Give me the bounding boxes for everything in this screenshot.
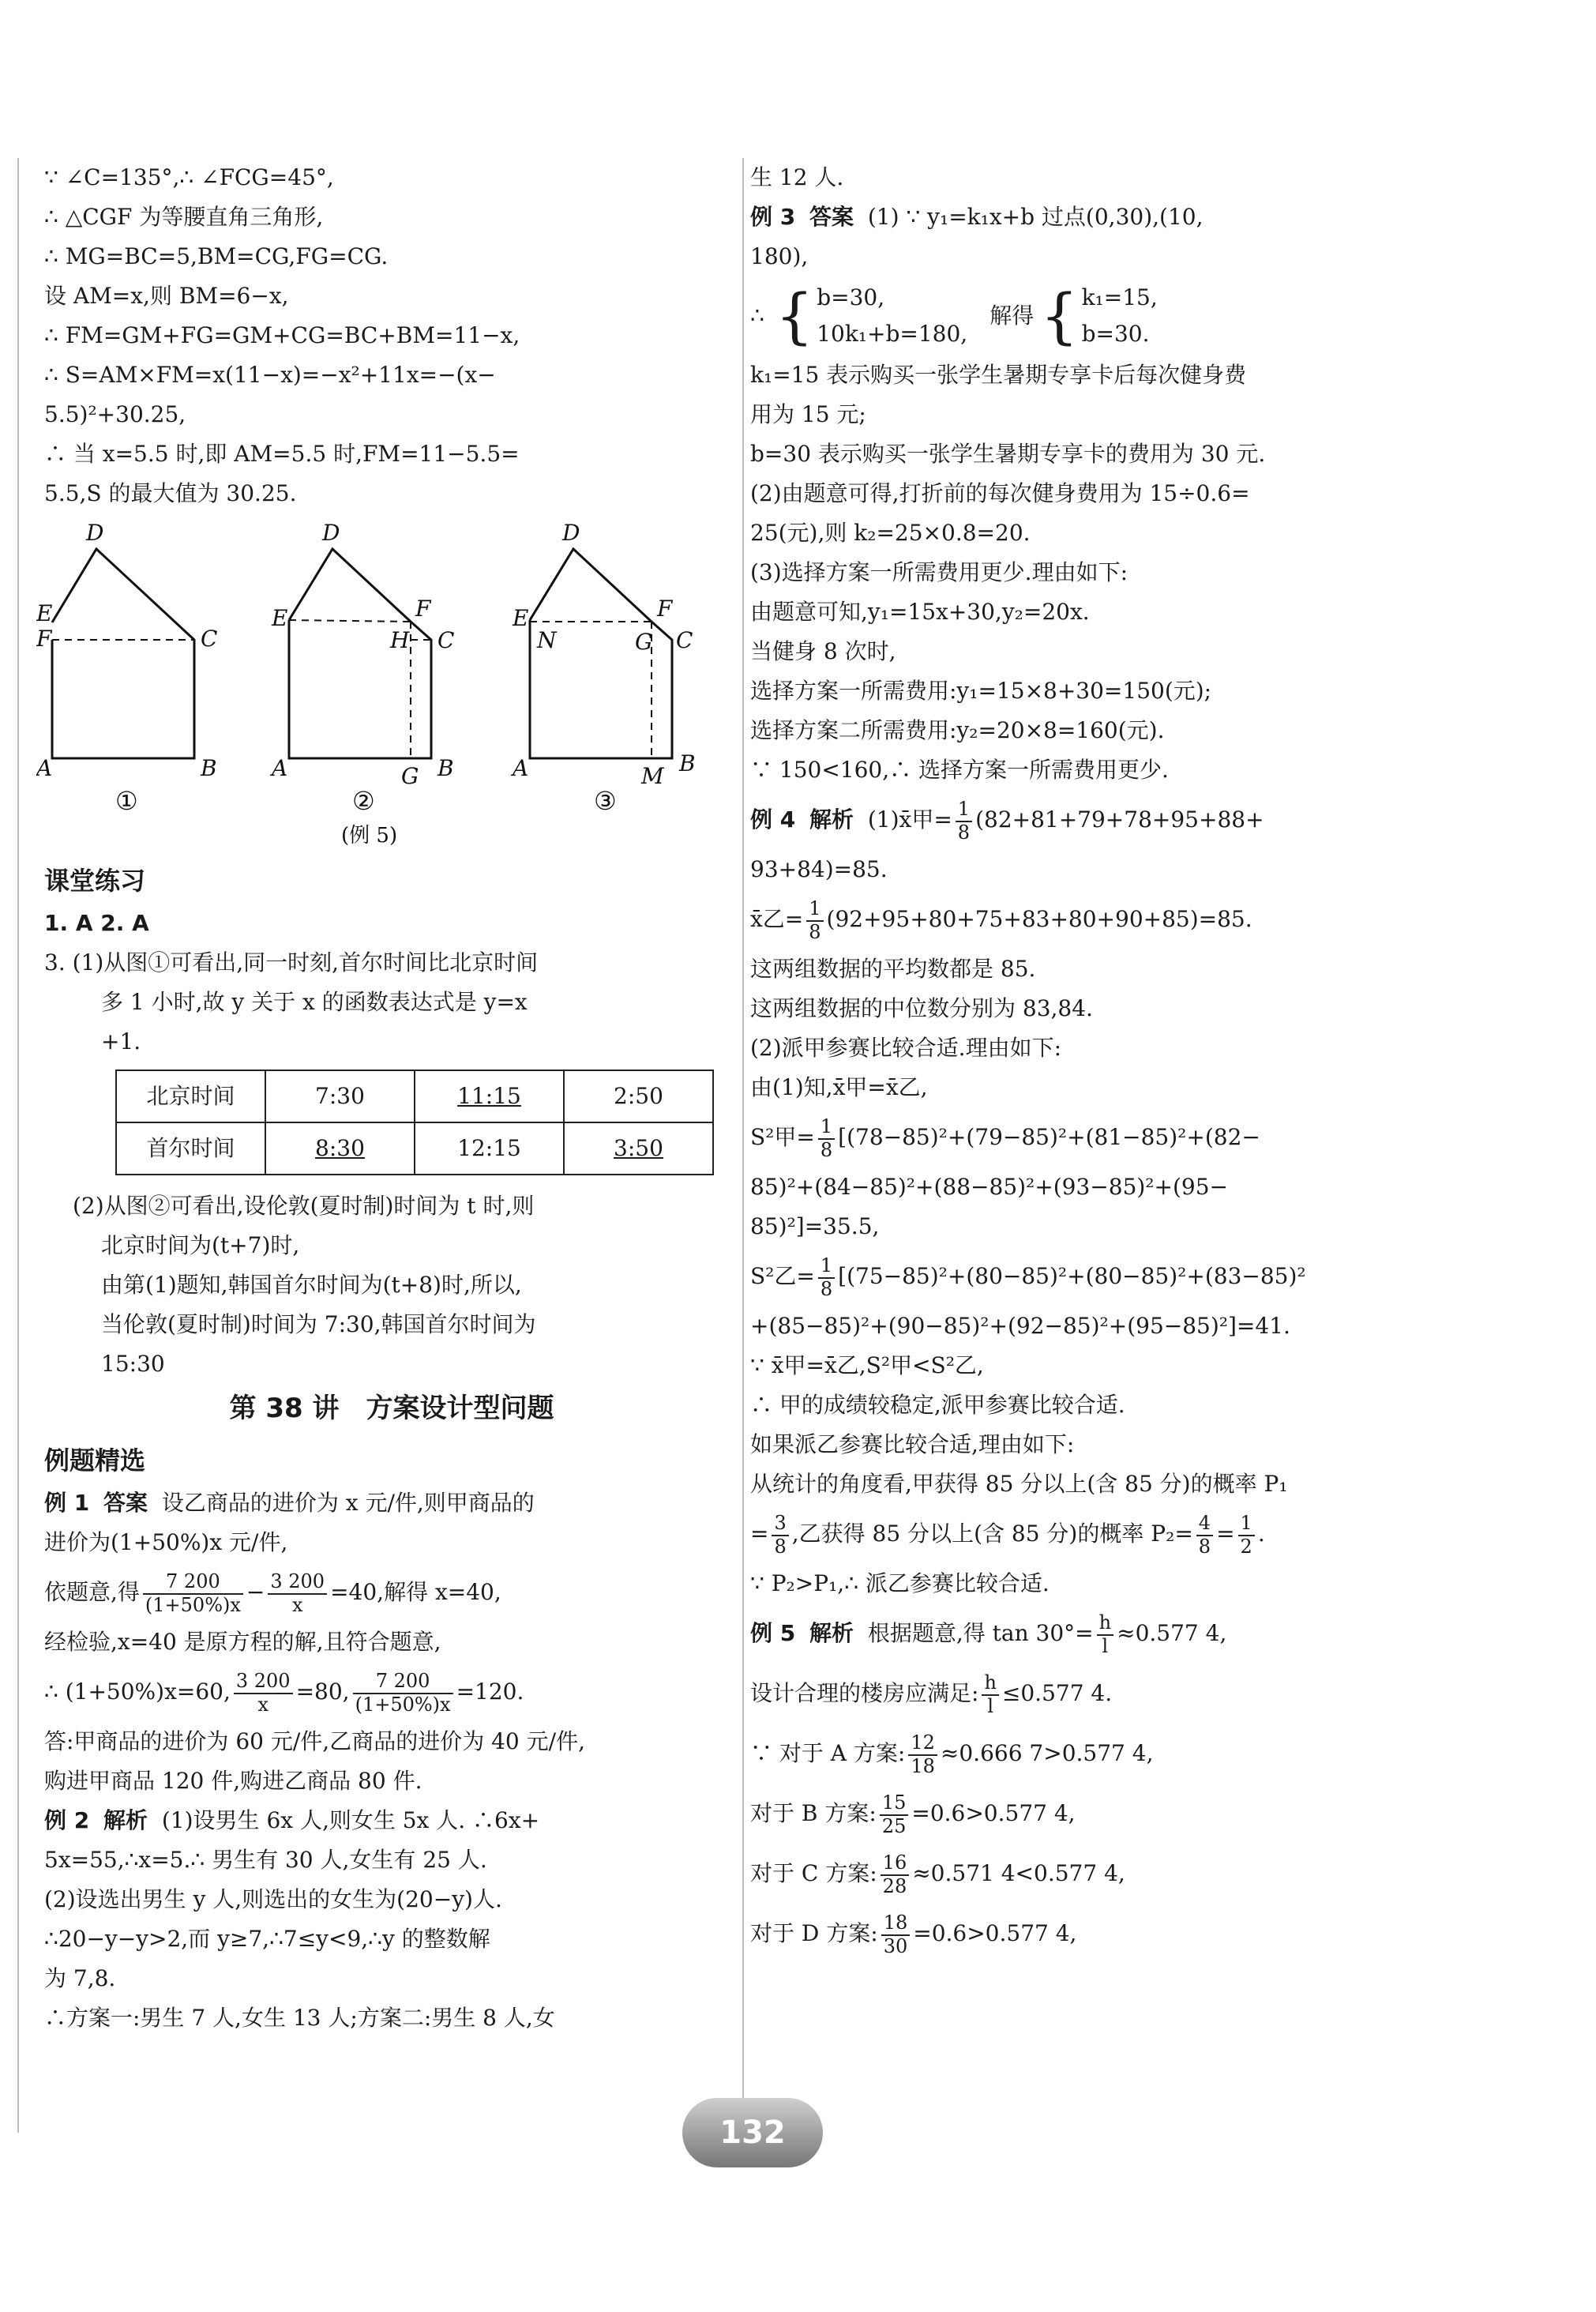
text-span: − — [246, 1579, 265, 1605]
text-line: 答:甲商品的进价为 60 元/件,乙商品的进价为 40 元/件, — [44, 1728, 585, 1754]
system-lines — [817, 280, 967, 352]
text-span: (82+81+79+78+95+88+ — [975, 806, 1264, 833]
table-cell: 11:15 — [415, 1070, 564, 1122]
fig2-label-A: A — [272, 755, 288, 781]
text-span: ≈0.666 7>0.577 4, — [940, 1740, 1154, 1766]
text-line: 设 AM=x,则 BM=6−x, — [44, 283, 289, 309]
denominator: (1+50%)x — [143, 1593, 243, 1617]
time-zone-table — [115, 1070, 714, 1175]
text-line: 当健身 8 次时, — [750, 638, 896, 664]
text-line: 选择方案一所需费用:y₁=15×8+30=150(元); — [750, 678, 1212, 704]
text-line: ∵ P₂>P₁,∴ 派乙参赛比较合适. — [750, 1570, 1050, 1596]
text-line: +1. — [101, 1028, 141, 1054]
fig1-label-E: E — [36, 600, 53, 626]
text-line: ∴ S=AM×FM=x(11−x)=−x²+11x=−(x− — [44, 362, 496, 388]
text-line: 这两组数据的平均数都是 85. — [750, 956, 1036, 982]
text-span: S²乙= — [750, 1263, 815, 1289]
example-tag: 答案 — [103, 1490, 148, 1516]
fraction — [353, 1671, 453, 1716]
fraction — [982, 1672, 998, 1717]
example-label: 例 4 — [750, 806, 796, 833]
fig3-label-F: F — [657, 596, 673, 622]
text-line: (1) ∵ y₁=k₁x+b 过点(0,30),(10, — [867, 204, 1204, 230]
text-span: [(75−85)²+(80−85)²+(80−85)²+(83−85)² — [838, 1263, 1306, 1289]
text-line: 25(元),则 k₂=25×0.8=20. — [750, 520, 1031, 546]
example-tag: 解析 — [809, 1620, 854, 1646]
lecture-title: 第 38 讲 方案设计型问题 — [229, 1393, 554, 1424]
text-line: 生 12 人. — [750, 164, 844, 190]
denominator: l — [982, 1694, 998, 1718]
numerator: 1 — [820, 1254, 833, 1276]
numerator: 15 — [881, 1791, 907, 1814]
numerator: 3 200 — [270, 1570, 325, 1592]
fig1-number: ① — [115, 786, 138, 816]
page-number: 132 — [682, 2098, 823, 2167]
text-span: ,乙获得 85 分以上(含 85 分)的概率 P₂= — [791, 1521, 1193, 1547]
text-line: k₁=15 表示购买一张学生暑期专享卡后每次健身费 — [750, 362, 1247, 388]
left-brace: { — [775, 280, 814, 351]
text-span: = — [750, 1521, 769, 1547]
fig2-label-G: G — [401, 763, 419, 789]
denominator: 8 — [772, 1535, 788, 1558]
denominator: 8 — [818, 1138, 835, 1162]
text-span: 10k₁+b=180, — [817, 321, 968, 347]
numerator: 3 200 — [235, 1669, 291, 1692]
fig3-number: ③ — [594, 786, 617, 816]
text-line: (2)派甲参赛比较合适.理由如下: — [750, 1035, 1061, 1061]
table-cell: 3:50 — [564, 1122, 713, 1175]
table-cell: 7:30 — [265, 1070, 415, 1122]
text-line: 5.5,S 的最大值为 30.25. — [44, 480, 297, 506]
text-line: 85)²]=35.5, — [750, 1213, 880, 1239]
fig2-label-F: F — [415, 596, 431, 622]
denominator: 8 — [1196, 1535, 1213, 1558]
denominator: 30 — [881, 1934, 911, 1958]
text-span: 依题意,得 — [44, 1579, 140, 1605]
fraction — [818, 1255, 835, 1300]
fraction — [881, 1912, 911, 1957]
column-divider — [742, 158, 744, 2133]
right-column — [750, 158, 1540, 1964]
text-line: 用为 15 元; — [750, 401, 866, 427]
fig2-label-H: H — [390, 627, 410, 653]
text-span: (92+95+80+75+83+80+90+85)=85. — [826, 906, 1252, 932]
text-line: 15:30 — [101, 1351, 165, 1377]
text-line: ∴方案一:男生 7 人,女生 13 人;方案二:男生 8 人,女 — [44, 2005, 555, 2031]
text-line: +(85−85)²+(90−85)²+(92−85)²+(95−85)²]=41. — [750, 1313, 1290, 1339]
left-column — [36, 158, 739, 2038]
text-line: (2)设选出男生 y 人,则选出的女生为(20−y)人. — [44, 1886, 502, 1912]
text-span: 设计合理的楼房应满足: — [750, 1680, 979, 1706]
numerator: 3 — [774, 1511, 787, 1534]
denominator: 18 — [908, 1754, 937, 1778]
fig1-label-D: D — [86, 520, 104, 546]
text-span: =0.6>0.577 4, — [913, 1920, 1077, 1946]
text-line: 5x=55,∴x=5.∴ 男生有 30 人,女生有 25 人. — [44, 1847, 487, 1873]
example5-figures — [36, 513, 731, 853]
figure-caption: (例 5) — [341, 824, 398, 848]
text-line: 进价为(1+50%)x 元/件, — [44, 1529, 288, 1555]
text-line: ∵ 150<160,∴ 选择方案一所需费用更少. — [750, 757, 1169, 783]
numerator: 16 — [882, 1851, 907, 1874]
text-line: ∴ FM=GM+FG=GM+CG=BC+BM=11−x, — [44, 322, 520, 348]
example-label: 例 5 — [750, 1620, 796, 1646]
text-line: ∵ ∠C=135°,∴ ∠FCG=45°, — [44, 164, 334, 190]
fig3-label-C: C — [676, 627, 693, 653]
fraction — [880, 1792, 909, 1837]
fraction — [818, 1116, 835, 1161]
text-line: 设乙商品的进价为 x 元/件,则甲商品的 — [161, 1490, 535, 1516]
fig3-label-D: D — [562, 520, 580, 546]
text-span: =40,解得 x=40, — [330, 1579, 501, 1605]
fraction — [1196, 1513, 1213, 1558]
fig3-label-E: E — [513, 605, 529, 631]
fraction — [143, 1571, 243, 1616]
denominator: x — [234, 1693, 293, 1716]
text-line: 如果派乙参赛比较合适,理由如下: — [750, 1431, 1075, 1457]
text-line: 当伦敦(夏时制)时间为 7:30,韩国首尔时间为 — [101, 1311, 536, 1337]
numerator: 18 — [883, 1911, 908, 1934]
fraction — [772, 1513, 788, 1558]
text-line: 购进甲商品 120 件,购进乙商品 80 件. — [44, 1768, 422, 1794]
table-cell: 12:15 — [415, 1122, 564, 1175]
section-heading-practice: 课堂练习 — [44, 866, 146, 896]
text-span: b=30. — [1081, 321, 1150, 347]
text-line: 由(1)知,x̄甲=x̄乙, — [750, 1074, 928, 1100]
text-line: ∵ x̄甲=x̄乙,S²甲<S²乙, — [750, 1352, 984, 1378]
text-line: 3. (1)从图①可看出,同一时刻,首尔时间比北京时间 — [44, 949, 539, 976]
system-lines — [1082, 280, 1158, 352]
text-span: =80, — [295, 1679, 350, 1705]
table-cell: 首尔时间 — [116, 1122, 265, 1175]
fig1-label-B: B — [201, 755, 217, 781]
numerator: 1 — [820, 1115, 833, 1137]
fig3-label-N: N — [537, 627, 557, 653]
table-row — [116, 1122, 713, 1175]
text-line: 这两组数据的中位数分别为 83,84. — [750, 995, 1093, 1021]
numerator: h — [984, 1671, 997, 1694]
fig1-label-A: A — [36, 755, 53, 781]
fig3-label-A: A — [513, 755, 529, 781]
text-line: 85)²+(84−85)²+(88−85)²+(93−85)²+(95− — [750, 1174, 1229, 1200]
text-line: 180), — [750, 243, 809, 269]
text-line: ∴ 当 x=5.5 时,即 AM=5.5 时,FM=11−5.5= — [44, 441, 520, 467]
section-heading-examples: 例题精选 — [44, 1445, 146, 1476]
equation-system — [750, 276, 1540, 355]
denominator: (1+50%)x — [353, 1693, 453, 1716]
text-line: ∴ △CGF 为等腰直角三角形, — [44, 204, 324, 230]
text-line: 93+84)=85. — [750, 856, 888, 882]
text-line: 北京时间为(t+7)时, — [101, 1232, 300, 1258]
table-cell: 北京时间 — [116, 1070, 265, 1122]
text-span: S²甲= — [750, 1124, 815, 1150]
text-span: (1)x̄甲= — [867, 806, 952, 833]
numerator: h — [1098, 1611, 1112, 1633]
denominator: l — [1097, 1634, 1113, 1658]
text-line: (2)由题意可得,打折前的每次健身费用为 15÷0.6= — [750, 480, 1250, 506]
numerator: 1 — [957, 797, 971, 820]
text-line: 多 1 小时,故 y 关于 x 的函数表达式是 y=x — [101, 989, 528, 1015]
text-span: ∴ (1+50%)x=60, — [44, 1679, 231, 1705]
denominator: 8 — [956, 821, 972, 844]
text-line: b=30 表示购买一张学生暑期专享卡的费用为 30 元. — [750, 441, 1266, 467]
text-line: 5.5)²+30.25, — [44, 401, 186, 427]
text-line: ∴ MG=BC=5,BM=CG,FG=CG. — [44, 243, 389, 269]
fig2-label-D: D — [322, 520, 340, 546]
numerator: 7 200 — [375, 1669, 430, 1692]
denominator: 25 — [880, 1814, 909, 1838]
fraction — [1238, 1513, 1255, 1558]
text-line: 从统计的角度看,甲获得 85 分以上(含 85 分)的概率 P₁ — [750, 1471, 1288, 1497]
fraction — [908, 1732, 937, 1777]
text-span: =0.6>0.577 4, — [911, 1800, 1076, 1826]
text-span: ∴ — [750, 303, 764, 329]
text-span: 对于 C 方案: — [750, 1860, 877, 1886]
text-span: ∵ 对于 A 方案: — [750, 1740, 906, 1766]
text-span: [(78−85)²+(79−85)²+(81−85)²+(82− — [838, 1124, 1260, 1150]
fraction — [806, 898, 823, 943]
text-span: ≈0.571 4<0.577 4, — [912, 1860, 1125, 1886]
fig2-number: ② — [352, 786, 375, 816]
table-cell: 2:50 — [564, 1070, 713, 1122]
text-line: ∴ 甲的成绩较稳定,派甲参赛比较合适. — [750, 1392, 1125, 1418]
text-span: 解得 — [990, 303, 1035, 329]
text-span: x̄乙= — [750, 906, 804, 932]
text-span: ≈0.577 4, — [1117, 1620, 1227, 1646]
fig2-label-B: B — [437, 755, 454, 781]
text-span: b=30, — [817, 284, 885, 310]
fig3-label-B: B — [679, 750, 696, 776]
text-span: =120. — [456, 1679, 524, 1705]
text-line: 为 7,8. — [44, 1965, 116, 1991]
fraction — [268, 1571, 327, 1616]
denominator: 8 — [818, 1277, 835, 1301]
text-line: 由第(1)题知,韩国首尔时间为(t+8)时,所以, — [101, 1272, 522, 1298]
fig3-label-M: M — [641, 763, 664, 789]
numerator: 1 — [809, 897, 821, 919]
example-label: 例 1 — [44, 1490, 90, 1516]
fraction — [881, 1852, 910, 1897]
text-span: = — [1216, 1521, 1235, 1547]
text-line: (2)从图②可看出,设伦敦(夏时制)时间为 t 时,则 — [73, 1193, 535, 1219]
fraction — [1097, 1612, 1113, 1657]
example-tag: 解析 — [103, 1807, 148, 1833]
fraction — [234, 1671, 293, 1716]
fig2-label-C: C — [437, 627, 455, 653]
answers-1-2: 1. A 2. A — [44, 910, 149, 936]
denominator: 2 — [1238, 1535, 1255, 1558]
text-span: . — [1257, 1521, 1265, 1547]
denominator: 8 — [806, 920, 823, 944]
table-cell: 8:30 — [265, 1122, 415, 1175]
fraction — [956, 799, 972, 844]
left-margin-rule — [17, 158, 19, 2133]
text-line: 经检验,x=40 是原方程的解,且符合题意, — [44, 1629, 441, 1655]
fig3-label-G: G — [635, 629, 653, 655]
example-tag: 解析 — [809, 806, 854, 833]
numerator: 7 200 — [166, 1570, 220, 1592]
text-span: ≤0.577 4. — [1001, 1680, 1113, 1706]
text-line: (3)选择方案一所需费用更少.理由如下: — [750, 559, 1128, 585]
denominator: x — [268, 1593, 327, 1617]
text-line: ∴20−y−y>2,而 y≥7,∴7≤y<9,∴y 的整数解 — [44, 1926, 490, 1952]
left-brace: { — [1040, 280, 1079, 351]
example-tag: 答案 — [809, 204, 854, 230]
example-label: 例 2 — [44, 1807, 90, 1833]
numerator: 1 — [1240, 1511, 1252, 1534]
denominator: 28 — [881, 1874, 910, 1898]
text-span: 对于 B 方案: — [750, 1800, 877, 1826]
numerator: 4 — [1198, 1511, 1211, 1534]
text-span: 根据题意,得 tan 30°= — [867, 1620, 1094, 1646]
text-line: 选择方案二所需费用:y₂=20×8=160(元). — [750, 717, 1165, 743]
fig1-label-F: F — [36, 626, 52, 652]
fig1-label-C: C — [201, 626, 218, 652]
example-label: 例 3 — [750, 204, 796, 230]
numerator: 12 — [911, 1731, 935, 1754]
text-span: k₁=15, — [1081, 284, 1158, 310]
text-line: (1)设男生 6x 人,则女生 5x 人. ∴6x+ — [161, 1807, 540, 1833]
fig2-label-E: E — [272, 605, 288, 631]
table-row — [116, 1070, 713, 1122]
text-span: 对于 D 方案: — [750, 1920, 878, 1946]
text-line: 由题意可知,y₁=15x+30,y₂=20x. — [750, 599, 1090, 625]
